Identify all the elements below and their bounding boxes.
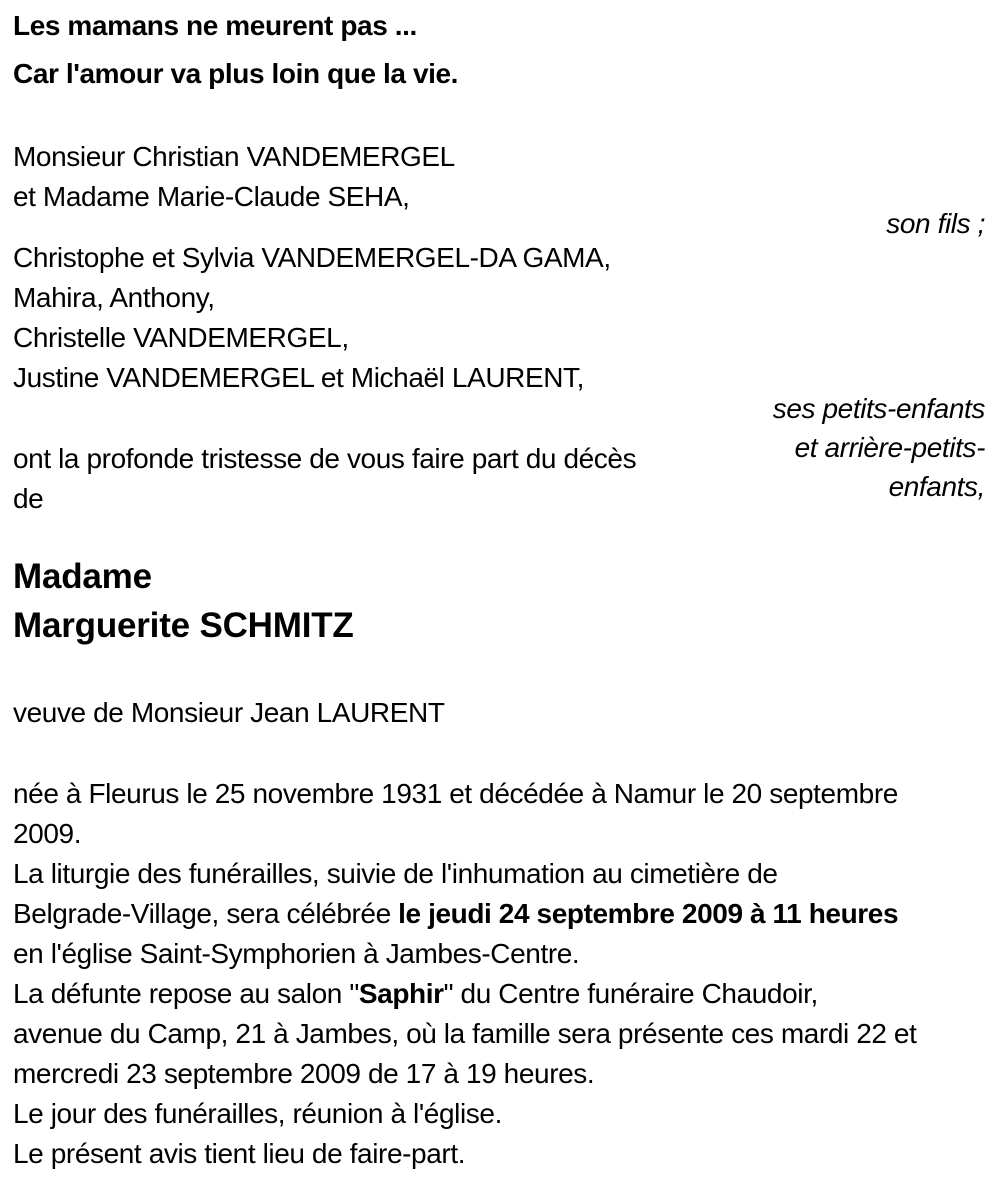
relation-line: et arrière-petits- [794,432,985,463]
announcement-line: ont la profonde tristesse de vous faire part du décès [13,443,637,474]
announcer-line: Justine VANDEMERGEL et Michaël LAURENT, [13,362,585,393]
epigraph-line-1: Les mamans ne meurent pas ... [13,10,417,41]
deceased-title: Madame [13,557,152,596]
details-line [13,1094,917,1134]
details-text: avenue du Camp, 21 à Jambes, où la famille sera présente ces mardi 22 et [13,1018,917,1049]
announcer-line: Monsieur Christian VANDEMERGEL [13,141,455,172]
details-text: née à Fleurus le 25 novembre 1931 et décédée à Namur le 20 septembre [13,778,898,809]
details-line [13,934,917,974]
details-text: 2009. [13,818,82,849]
grandchildren-names [13,238,611,398]
details-line [13,894,917,934]
details-text: La liturgie des funérailles, suivie de l'inhumation au cimetière de [13,858,778,889]
parents-names [13,137,455,217]
relation-line: ses petits-enfants [772,393,985,424]
announcer-line: Christelle VANDEMERGEL, [13,322,349,353]
funeral-details [13,774,917,1174]
details-text: Le jour des funérailles, réunion à l'église. [13,1098,502,1129]
details-line [13,974,917,1014]
details-line [13,1054,917,1094]
details-text: mercredi 23 septembre 2009 de 17 à 19 heures. [13,1058,595,1089]
announcer-line: et Madame Marie-Claude SEHA, [13,181,410,212]
details-line [13,1134,917,1174]
epigraph-line-2: Car l'amour va plus loin que la vie. [13,58,459,89]
announcer-line: Mahira, Anthony, [13,282,215,313]
details-line [13,774,917,814]
announcement-text [13,439,636,519]
details-line [13,1014,917,1054]
details-text: " du Centre funéraire Chaudoir, [443,978,818,1009]
details-text: La défunte repose au salon " [13,978,359,1009]
details-text: Belgrade-Village, sera célébrée [13,898,399,929]
deceased-name: Marguerite SCHMITZ [13,606,354,645]
details-line [13,814,917,854]
details-text: en l'église Saint-Symphorien à Jambes-Centre. [13,938,580,969]
relation-line: enfants, [888,471,985,502]
relation-label-grandchildren [773,389,985,506]
funeral-home-room: Saphir [358,978,444,1009]
announcer-line: Christophe et Sylvia VANDEMERGEL-DA GAMA, [13,242,611,273]
funeral-datetime: le jeudi 24 septembre 2009 à 11 heures [398,898,899,929]
deceased-heading [13,552,354,650]
announcement-line: de [13,483,44,514]
details-line [13,854,917,894]
relation-label-son: son fils ; [886,208,985,239]
details-text: Le présent avis tient lieu de faire-part. [13,1138,466,1169]
widowhood-line: veuve de Monsieur Jean LAURENT [13,697,445,728]
